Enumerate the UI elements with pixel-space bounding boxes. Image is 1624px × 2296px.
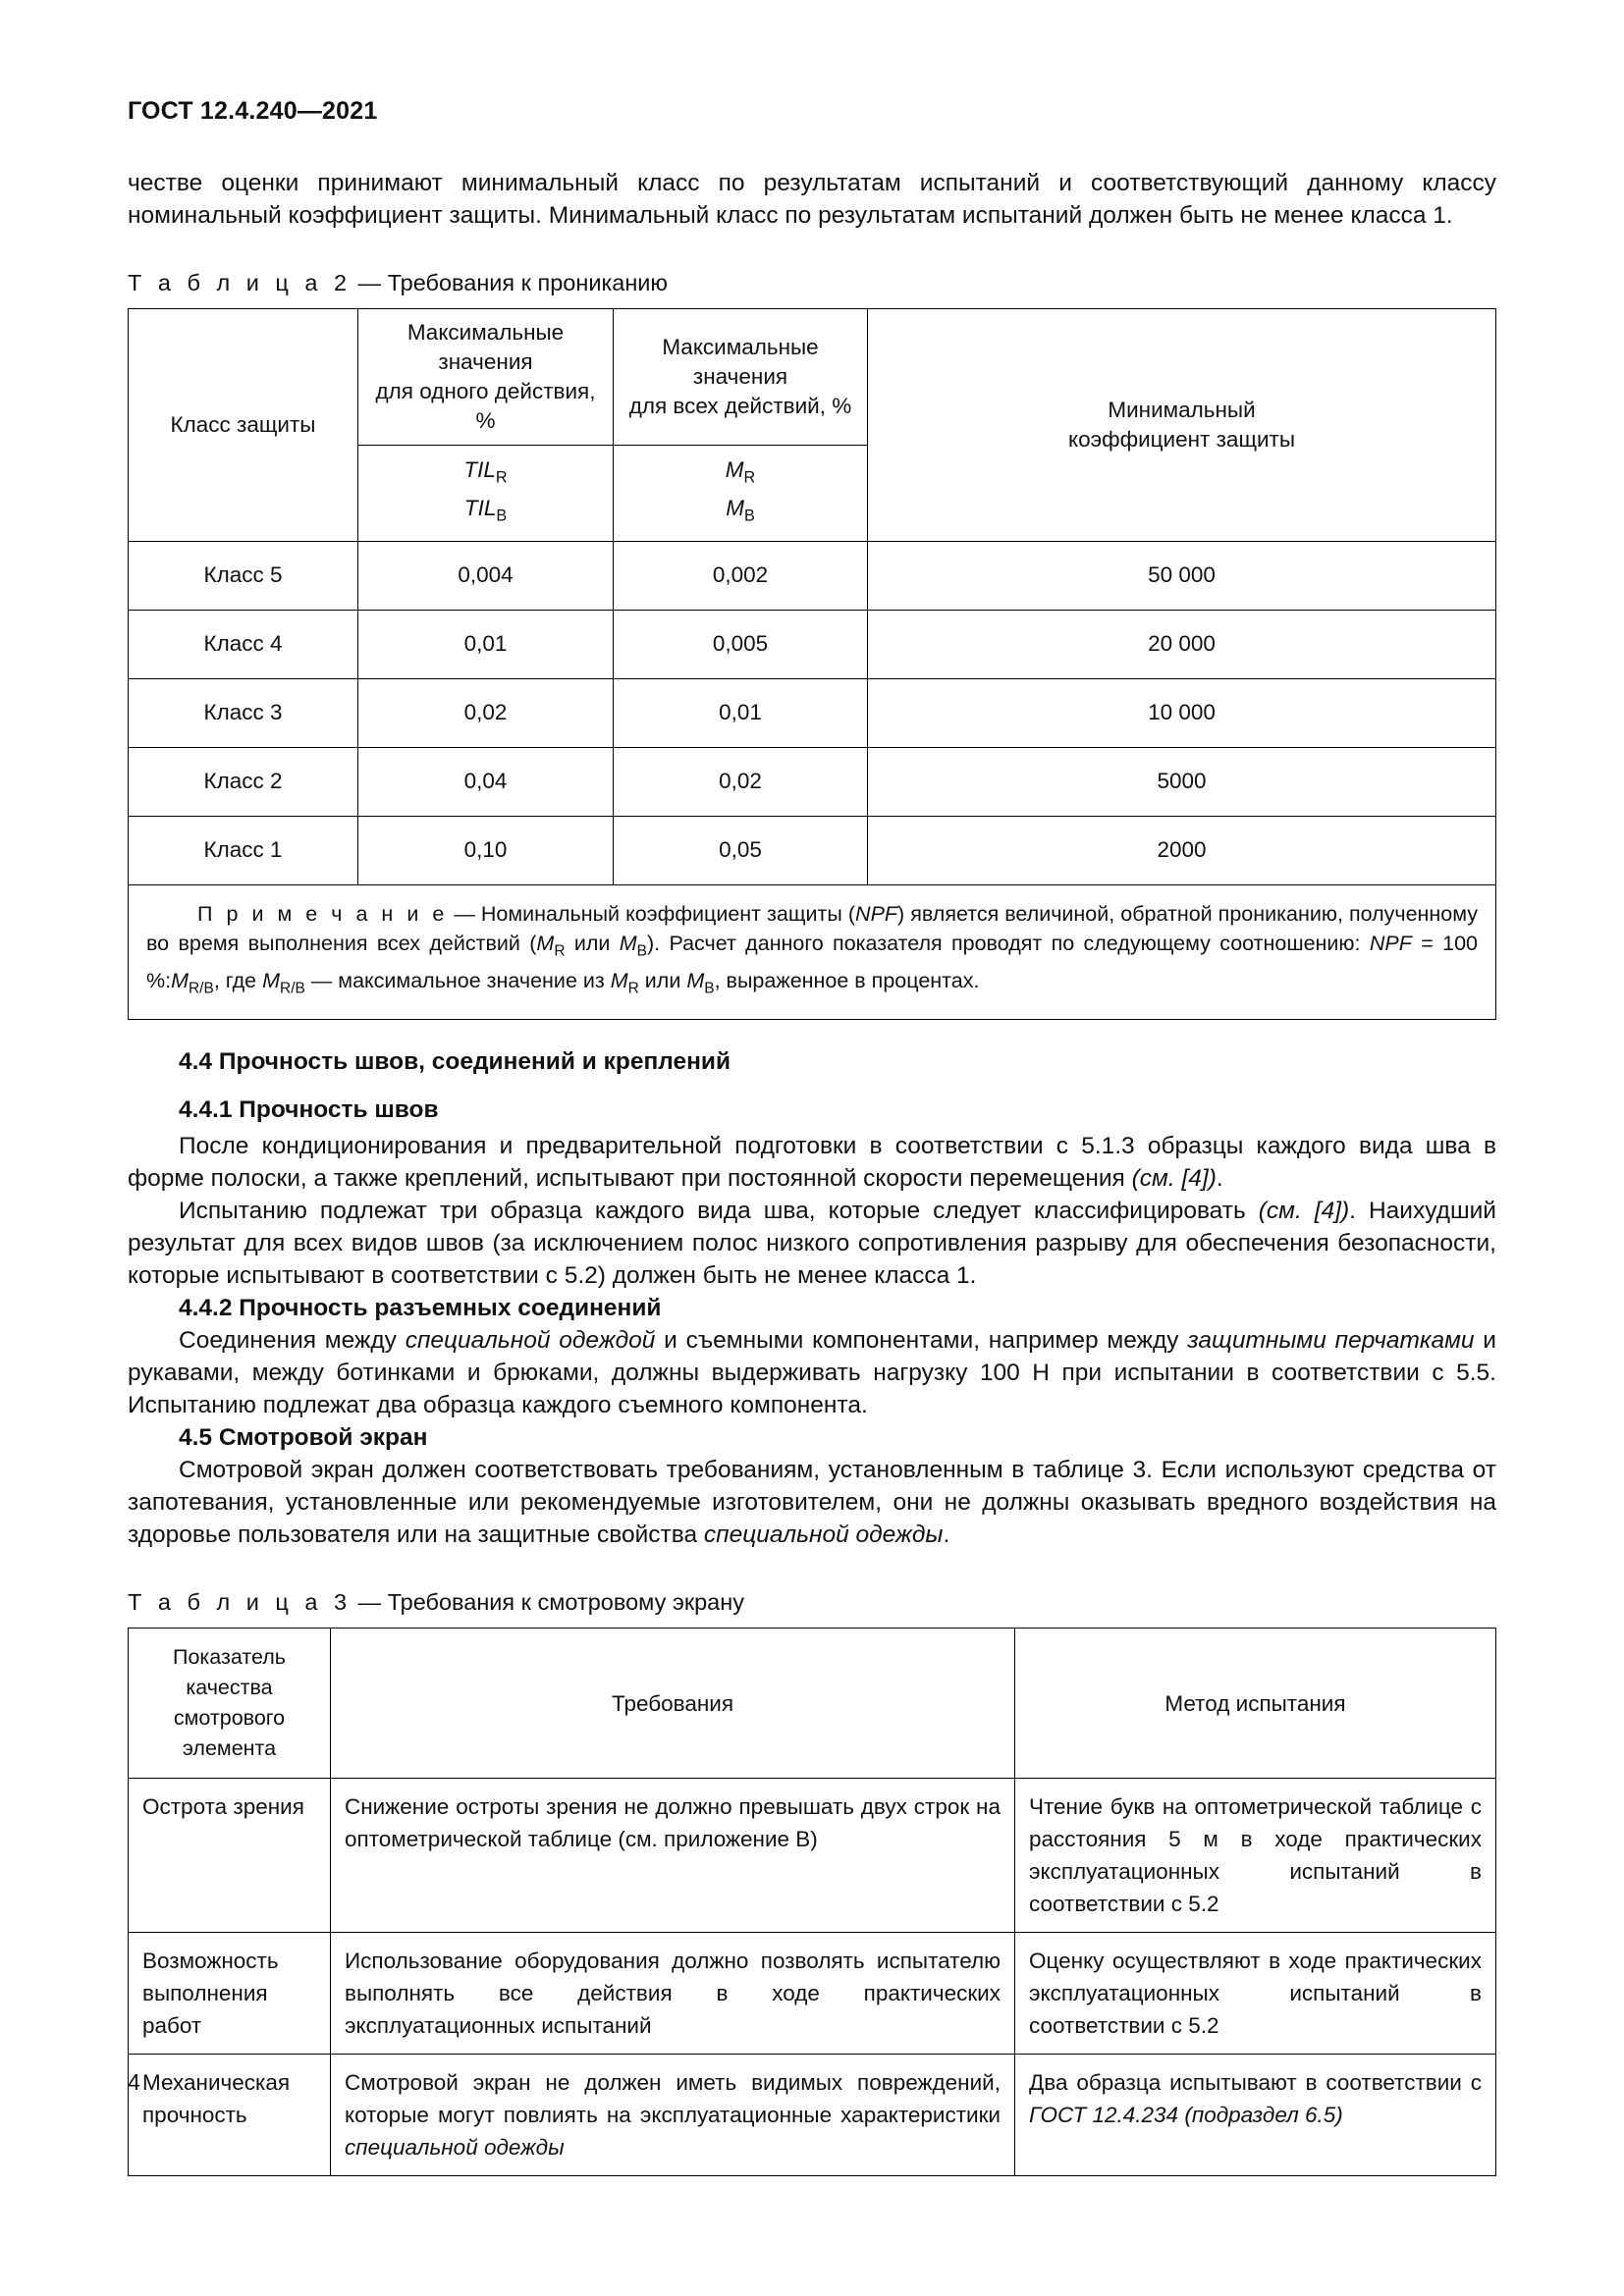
- table2-header-row-1: [129, 308, 1496, 445]
- table2-symbol-til-b-sub: B: [496, 507, 508, 525]
- heading-4-4: 4.4 Прочность швов, соединений и креплений: [179, 1048, 731, 1076]
- table2-cell-class: Класс 4: [129, 610, 358, 678]
- table2-cell-all: 0,02: [614, 747, 868, 816]
- heading-4-4-1: 4.4.1 Прочность швов: [179, 1096, 439, 1124]
- table2-cell-class: Класс 2: [129, 747, 358, 816]
- paragraph-4-5-it: специальной одежды: [703, 1522, 944, 1549]
- table2-note-part1: Номинальный коэффициент защиты (: [480, 901, 856, 926]
- table2-note-eq: = 100 %:: [146, 931, 1479, 992]
- table2-header-all-actions: [614, 308, 868, 445]
- table2-note-or1: или: [565, 931, 620, 955]
- table2-header-all-actions-line2: для всех действий, %: [628, 393, 852, 418]
- page-content: [128, 98, 1496, 2176]
- table3-caption-dash: —: [352, 1589, 388, 1616]
- table2-note-m-r-sub: R: [554, 941, 566, 959]
- table3-cell-method: Оценку осуществляют в ходе практических эксплуатационных испытаний в соответствии с 5.2: [1015, 1933, 1496, 2055]
- heading-4-4-2: 4.4.2 Прочность разъемных соединений: [179, 1295, 662, 1322]
- table2-cell-single: 0,02: [358, 678, 614, 747]
- paragraph-4-5-a: Смотровой экран должен соответствовать требованиям, установленным в таблице 3. Если используют средства от запотевания, установленные или рекомендуемые изготовителем, они не должны оказывать вредного воздействия на здоровье пользователя или на защитные свойства: [128, 1457, 1496, 1549]
- table-row: [129, 541, 1496, 610]
- table3-cell-method: [1015, 2055, 1496, 2176]
- table2-header-min-factor: [868, 308, 1496, 541]
- paragraph-4-4-1-a-ref: (см. [4]): [1131, 1165, 1217, 1193]
- table-row: [129, 678, 1496, 747]
- table3-header-row: [129, 1629, 1496, 1779]
- table3-header-indicator: [129, 1629, 331, 1779]
- table2-note-m-r: M: [536, 931, 555, 955]
- table2-cell-npf: 5000: [868, 747, 1496, 816]
- table2-caption-title: Требования к прониканию: [387, 269, 669, 295]
- table3-cell-indicator-line1: Возможность: [142, 1949, 279, 1974]
- table3-header-method: Метод испытания: [1015, 1629, 1496, 1779]
- table-row: [129, 747, 1496, 816]
- table2-note-m-b-2: M: [686, 968, 705, 992]
- table2-note-m-r-2-sub: R: [627, 980, 639, 997]
- table2-note: [129, 884, 1496, 1020]
- table3-caption-label: Т а б л и ц а 3: [128, 1589, 352, 1616]
- table2-cell-all: 0,005: [614, 610, 868, 678]
- table2-note-m-b-2-sub: B: [704, 980, 715, 997]
- table2-cell-class: Класс 3: [129, 678, 358, 747]
- table2-note-label: П р и м е ч а н и е: [197, 901, 449, 926]
- table2-symbol-m: [614, 445, 868, 541]
- table3-cell-requirement: Использование оборудования должно позволять испытателю выполнять все действия в ходе практических эксплуатационных испытаний: [331, 1933, 1015, 2055]
- table3-caption: [128, 1588, 1496, 1616]
- table2-cell-single: 0,04: [358, 747, 614, 816]
- paragraph-4-4-1-b-end: . Наихудший результат для всех видов швов (за исключением полос низкого сопротивления разрыву для обеспечения безопасности, которые испытывают в соответствии с 5.2) должен быть не менее класса 1.: [128, 1198, 1496, 1290]
- table2-symbol-m-b-sub: B: [743, 507, 755, 525]
- table2-header-single-action-line1: Максимальные значения: [406, 319, 565, 374]
- table-row: [129, 1779, 1496, 1933]
- table2-note-m-rb-1-sub: R/B: [189, 980, 214, 997]
- table2-note-part2: ) является величиной, обратной прониканию, полученному во время выполнения всех действий (: [146, 901, 1479, 955]
- table3-cell-requirement: Снижение остроты зрения не должно превышать двух строк на оптометрической таблице (см. приложение В): [331, 1779, 1015, 1933]
- table2-note-npf-1: NPF: [855, 901, 898, 926]
- table2-cell-npf: 10 000: [868, 678, 1496, 747]
- table3-cell-indicator-line1: Механическая: [142, 2070, 291, 2096]
- paragraph-4-5-b: .: [943, 1522, 950, 1549]
- table2-symbol-m-b: M: [726, 496, 744, 521]
- paragraph-4-4-1-a: [128, 1130, 1496, 1195]
- table2-caption-dash: —: [352, 269, 388, 295]
- paragraph-4-4-2-c: и рукавами, между ботинками и брюками, должны выдерживать нагрузку 100 Н при испытании в соответствии с 5.5. Испытанию подлежат два образца каждого съемного компонента.: [128, 1327, 1496, 1419]
- table2-cell-class: Класс 1: [129, 816, 358, 884]
- table2-header-single-action-line2: для одного действия, %: [375, 378, 596, 433]
- paragraph-4-4-2: [128, 1324, 1496, 1421]
- paragraph-4-4-1-b: [128, 1195, 1496, 1292]
- table3-caption-title: Требования к смотровому экрану: [387, 1589, 744, 1616]
- table3-cell-method: Чтение букв на оптометрической таблице с расстояния 5 м в ходе практических эксплуатационных испытаний в соответствии с 5.2: [1015, 1779, 1496, 1933]
- table2-symbol-m-r: M: [725, 456, 744, 482]
- table3-cell-requirement: [331, 2055, 1015, 2176]
- paragraph-4-4-1-a-end: .: [1216, 1165, 1223, 1193]
- table2-header-min-factor-line2: коэффициент защиты: [1067, 426, 1296, 452]
- table2-note-m-rb-2: M: [262, 968, 281, 992]
- table3-cell-method-standard-ref: ГОСТ 12.4.234 (подраздел: [1029, 2103, 1299, 2128]
- table-row: [129, 1933, 1496, 2055]
- table3-header-indicator-line2: смотрового элемента: [173, 1706, 286, 1761]
- table2-note-row: [129, 884, 1496, 1020]
- document-header: ГОСТ 12.4.240—2021: [128, 97, 378, 125]
- table3-cell-requirement-italic: специальной одежды: [345, 2135, 565, 2161]
- table2-note-m-r-2: M: [610, 968, 628, 992]
- table2-note-m-rb-2-sub: R/B: [280, 980, 305, 997]
- table2-note-m-rb-1: M: [171, 968, 189, 992]
- table3-header-indicator-line1: Показатель качества: [173, 1645, 286, 1700]
- table-row: [129, 816, 1496, 884]
- table2-note-m-b: M: [619, 931, 637, 955]
- table2-cell-single: 0,004: [358, 541, 614, 610]
- table2-header-class: Класс защиты: [129, 308, 358, 541]
- table-row: [129, 2055, 1496, 2176]
- heading-4-5: 4.5 Смотровой экран: [179, 1424, 428, 1452]
- table2-cell-single: 0,01: [358, 610, 614, 678]
- table2-cell-all: 0,002: [614, 541, 868, 610]
- table2-cell-all: 0,01: [614, 678, 868, 747]
- table2-symbol-m-r-sub: R: [743, 468, 756, 487]
- table2-symbol-til: [358, 445, 614, 541]
- paragraph-4-4-2-it2: защитными перчатками: [1187, 1327, 1475, 1355]
- table2: [128, 308, 1496, 1021]
- paragraph-4-4-2-a: Соединения между: [179, 1327, 406, 1355]
- paragraph-4-4-1-b-ref: (см. [4]): [1258, 1198, 1350, 1225]
- table3-cell-indicator: [129, 1933, 331, 2055]
- table2-note-part3: ). Расчет данного показателя проводят по следующему соотношению:: [646, 931, 1370, 955]
- paragraph-4-4-1-a-text: После кондиционирования и предварительной подготовки в соответствии с 5.1.3 образцы каждого вида шва в форме полоски, а также креплений, испытывают при постоянной скорости перемещения: [128, 1133, 1496, 1193]
- table2-note-dash: —: [448, 901, 481, 926]
- table3: [128, 1628, 1496, 2176]
- paragraph-4-4-1-b-text: Испытанию подлежат три образца каждого вида шва, которые следует классифицировать: [179, 1198, 1259, 1225]
- table2-header-min-factor-line1: Минимальный: [1108, 397, 1256, 422]
- table2-cell-class: Класс 5: [129, 541, 358, 610]
- table2-note-part4: , где: [213, 968, 263, 992]
- table3-cell-indicator-line2: выполнения работ: [142, 1981, 268, 2039]
- table-row: [129, 610, 1496, 678]
- table3-cell-indicator: [129, 2055, 331, 2176]
- table2-cell-npf: 20 000: [868, 610, 1496, 678]
- table2-caption-label: Т а б л и ц а 2: [128, 269, 352, 295]
- table2-symbol-til-b: TIL: [463, 496, 497, 521]
- table2-note-m-b-sub: B: [636, 941, 647, 959]
- table3-cell-requirement-text: Смотровой экран не должен иметь видимых повреждений, которые могут повлиять на эксплуатационные характеристики: [345, 2070, 1001, 2128]
- table2-symbol-til-r: TIL: [463, 456, 496, 482]
- table2-cell-single: 0,10: [358, 816, 614, 884]
- table3-cell-indicator: Острота зрения: [129, 1779, 331, 1933]
- table2-note-npf-2: NPF: [1369, 931, 1412, 955]
- table2-header-all-actions-line1: Максимальные значения: [662, 334, 819, 389]
- paragraph-4-4-2-it1: специальной одеждой: [405, 1327, 656, 1355]
- paragraph-4-5: [128, 1454, 1496, 1551]
- table2-note-or2: или: [638, 968, 687, 992]
- table2-note-part5: — максимальное значение из: [304, 968, 611, 992]
- table3-cell-method-end: 6.5): [1298, 2103, 1343, 2128]
- paragraph-4-4-2-b: и съемными компонентами, например между: [655, 1327, 1188, 1355]
- table2-header-single-action: [358, 308, 614, 445]
- table2-cell-all: 0,05: [614, 816, 868, 884]
- table2-cell-npf: 50 000: [868, 541, 1496, 610]
- page-number: 4: [128, 2069, 140, 2095]
- table3-cell-method-text: Два образца испытывают в соответствии с: [1029, 2070, 1482, 2096]
- table2-cell-npf: 2000: [868, 816, 1496, 884]
- table2-caption: [128, 269, 1496, 296]
- table2-note-part6: , выраженное в процентах.: [714, 968, 980, 992]
- intro-paragraph: честве оценки принимают минимальный класс по результатам испытаний и соответствующий данному классу номинальный коэффициент защиты. Минимальный класс по результатам испытаний должен быть не менее класса 1.: [128, 169, 1496, 229]
- table3-header-requirements: Требования: [331, 1629, 1015, 1779]
- table3-cell-indicator-line2: прочность: [142, 2103, 247, 2128]
- table2-symbol-til-r-sub: R: [495, 468, 508, 487]
